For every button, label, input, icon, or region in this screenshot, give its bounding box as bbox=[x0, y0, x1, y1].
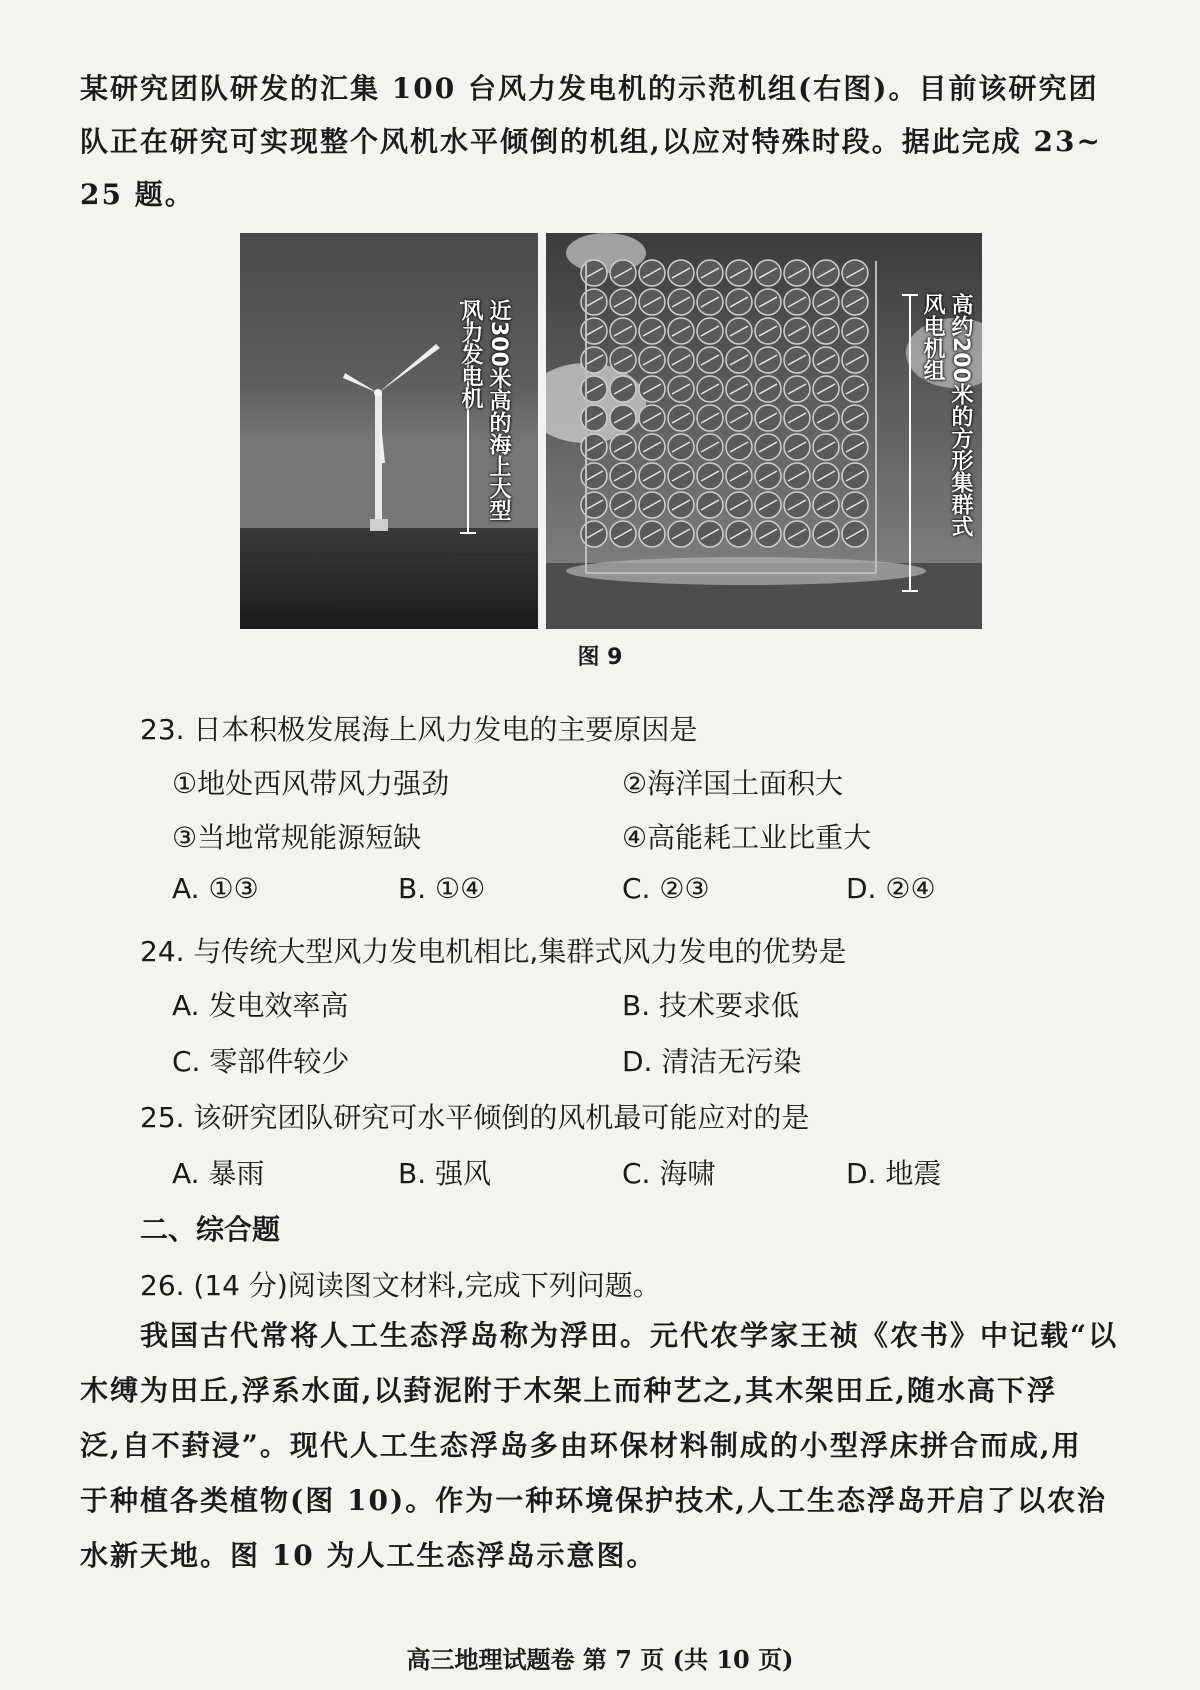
q23-item-1: ①地处西风带风力强劲 bbox=[172, 767, 450, 800]
intro-paragraph bbox=[80, 62, 1140, 221]
q26-paragraph bbox=[80, 1308, 1140, 1583]
q26-para-line-2: 木缚为田丘,浮系水面,以葑泥附于木架上而种艺之,其木架田丘,随水高下浮 bbox=[80, 1374, 1057, 1407]
cluster-wind-array-photo bbox=[546, 233, 982, 629]
q26-para-line-4: 于种植各类植物(图 10)。作为一种环境保护技术,人工生态浮岛开启了以农治 bbox=[80, 1484, 1107, 1517]
q23-item-3: ③当地常规能源短缺 bbox=[172, 821, 422, 854]
intro-line-2: 队正在研究可实现整个风机水平倾倒的机组,以应对特殊时段。据此完成 23~ bbox=[80, 125, 1102, 158]
q25-choice-a: A. 暴雨 bbox=[172, 1157, 265, 1190]
q26-para-line-1: 我国古代常将人工生态浮岛称为浮田。元代农学家王祯《农书》中记载“以 bbox=[80, 1319, 1119, 1352]
q26-para-line-3: 泛,自不葑浸”。现代人工生态浮岛多由环保材料制成的小型浮床拼合而成,用 bbox=[80, 1429, 1082, 1462]
left-photo-label-1: 近300米高的海上大型 bbox=[486, 299, 511, 521]
q23-item-4: ④高能耗工业比重大 bbox=[622, 821, 872, 854]
q26-para-line-5: 水新天地。图 10 为人工生态浮岛示意图。 bbox=[80, 1539, 657, 1572]
intro-line-3: 25 题。 bbox=[80, 178, 195, 211]
figure-caption: 图 9 bbox=[577, 645, 623, 670]
page-footer: 高三地理试题卷 第 7 页 (共 10 页) bbox=[406, 1645, 794, 1674]
q24-choice-d: D. 清洁无污染 bbox=[622, 1045, 802, 1078]
left-photo-label-2: 风力发电机 bbox=[458, 299, 483, 409]
q23-choice-a: A. ①③ bbox=[172, 872, 259, 905]
q25-choice-b: B. 强风 bbox=[398, 1157, 492, 1190]
q23-choice-d: D. ②④ bbox=[846, 872, 936, 905]
q23-choice-b: B. ①④ bbox=[398, 872, 486, 905]
right-photo-label-2: 风电机组 bbox=[920, 293, 945, 381]
right-photo-label-1: 高约200米的方形集群式 bbox=[948, 293, 973, 537]
q26-stem: 26. (14 分)阅读图文材料,完成下列问题。 bbox=[140, 1269, 661, 1302]
q25-stem: 25. 该研究团队研究可水平倾倒的风机最可能应对的是 bbox=[140, 1101, 810, 1134]
q23-item-2: ②海洋国土面积大 bbox=[622, 767, 844, 800]
q23-stem: 23. 日本积极发展海上风力发电的主要原因是 bbox=[140, 713, 698, 746]
q24-choice-b: B. 技术要求低 bbox=[622, 989, 800, 1022]
q25-choice-c: C. 海啸 bbox=[622, 1157, 716, 1190]
q24-choice-a: A. 发电效率高 bbox=[172, 989, 349, 1022]
offshore-wind-turbine-photo bbox=[240, 233, 538, 629]
q23-choice-c: C. ②③ bbox=[622, 872, 710, 905]
intro-line-1: 某研究团队研发的汇集 100 台风力发电机的示范机组(右图)。目前该研究团 bbox=[80, 72, 1099, 105]
rotor-grid bbox=[581, 260, 876, 573]
q24-stem: 24. 与传统大型风力发电机相比,集群式风力发电的优势是 bbox=[140, 935, 847, 968]
q25-choice-d: D. 地震 bbox=[846, 1157, 942, 1190]
section-title: 二、综合题 bbox=[140, 1213, 281, 1246]
q24-choice-c: C. 零部件较少 bbox=[172, 1045, 350, 1078]
cluster-photo-image bbox=[546, 233, 982, 629]
